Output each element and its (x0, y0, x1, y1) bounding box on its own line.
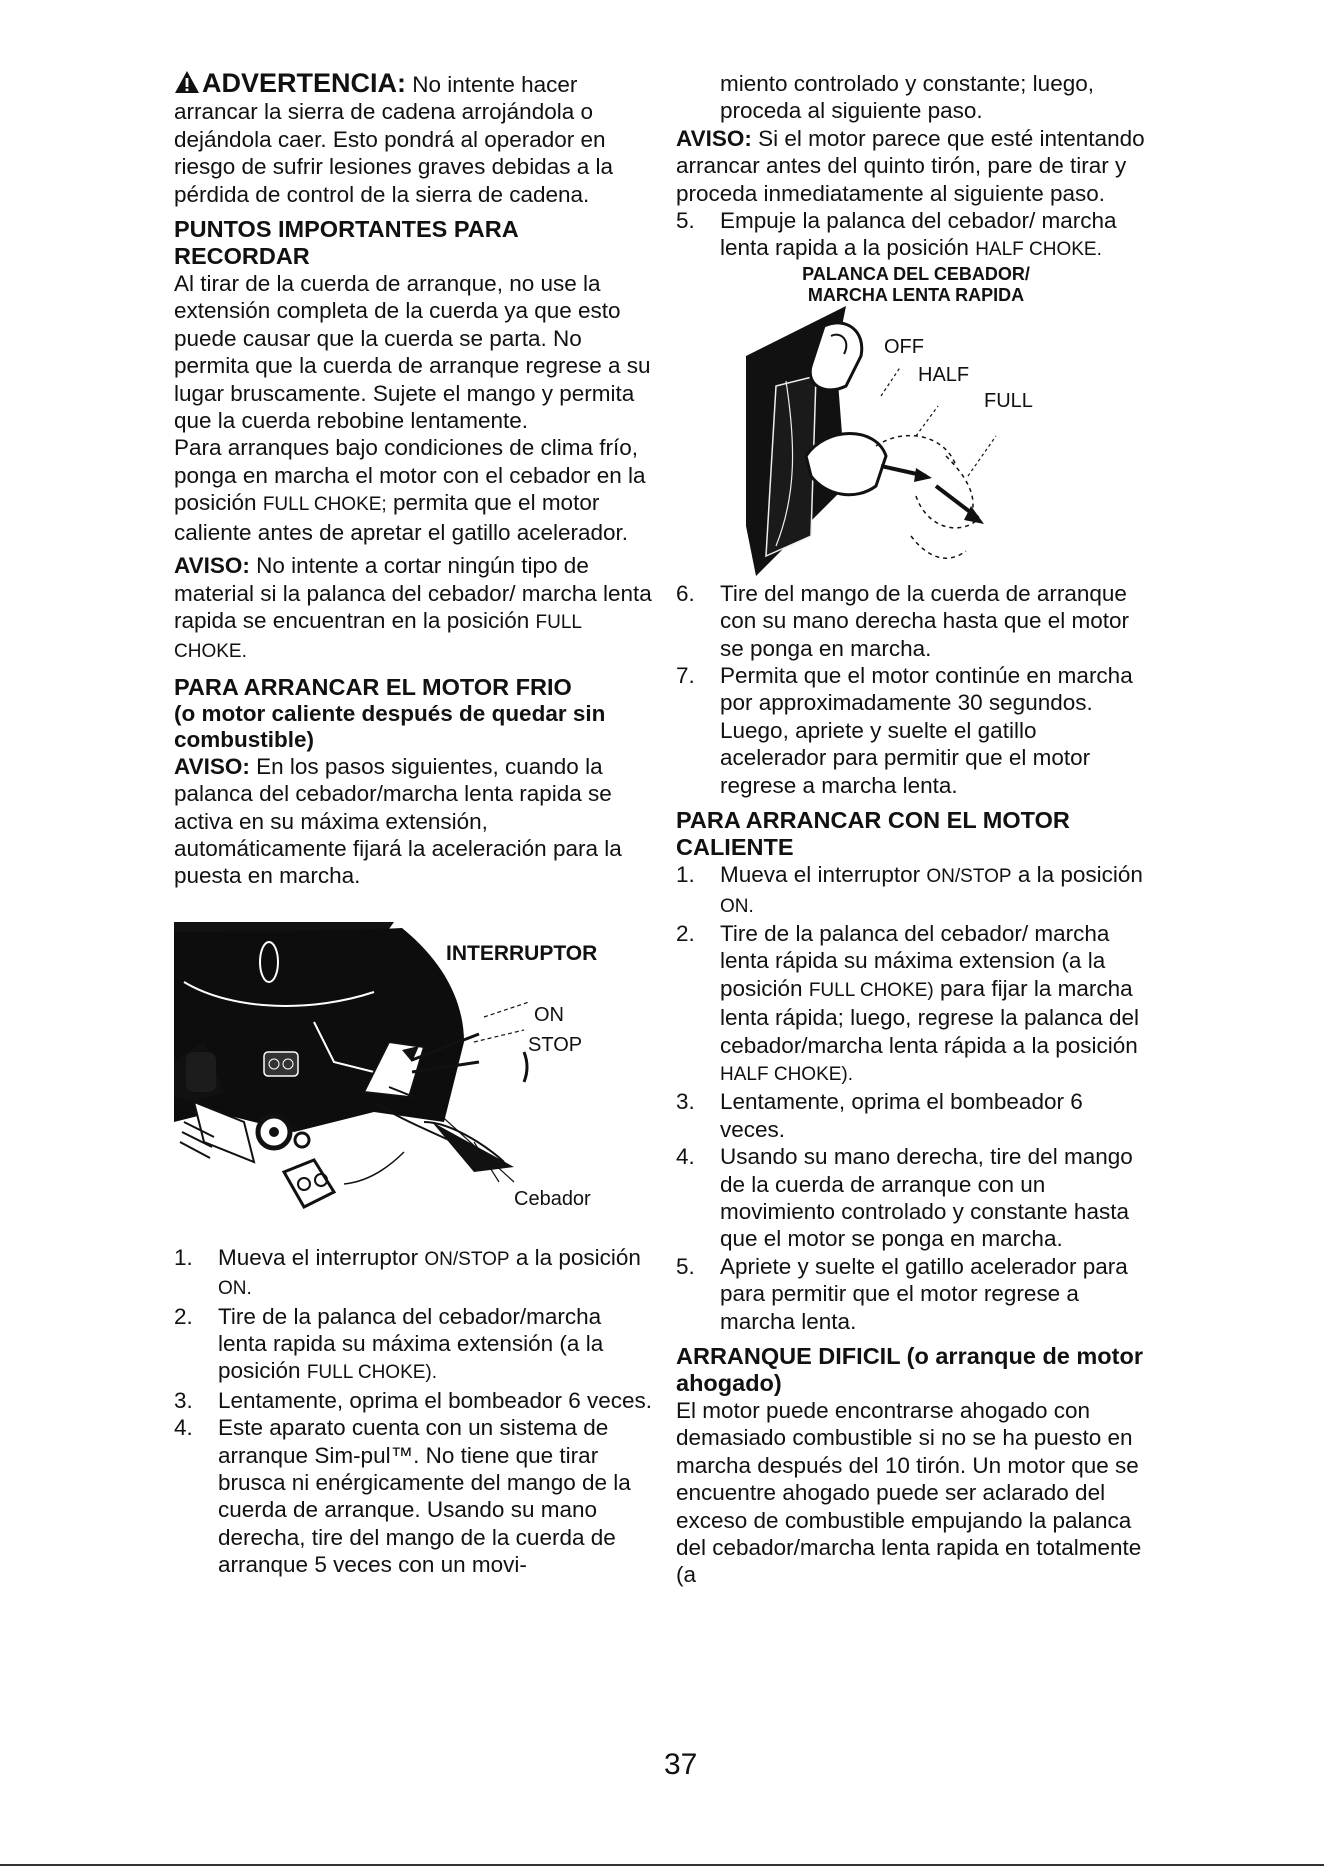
steps-6-7 (676, 580, 1146, 799)
section-title-arranque-dificil: ARRANQUE DIFICIL (o arranque de motor ahogado) (676, 1343, 1143, 1396)
section-subtitle-motor-frio: (o motor caliente después de quedar sin combustible) (174, 700, 606, 752)
list-item (676, 861, 1146, 920)
step-number: 2. (676, 920, 695, 946)
section-title-puntos: PUNTOS IMPORTANTES PARA RECORDAR (174, 216, 518, 270)
step-number: 3. (676, 1089, 695, 1115)
step-number: 7. (676, 663, 695, 689)
page-number: 37 (664, 1748, 698, 1781)
section1-paragraph-1: Al tirar de la cuerda de arranque, no use la extensión completa de la cuerda ya que esto puede causar que la cuerda se parta. No permita que la cuerda de arranque regrese a su lugar bruscamente. Sujete el mango y permita que la cuerda rebobine lentamente. (174, 271, 651, 434)
aviso-2 (174, 753, 654, 890)
step-text: Tire del mango de la cuerda de arranque con su mano derecha hasta que el motor se ponga en marcha. (720, 580, 1129, 661)
step-number: 5. (676, 1253, 695, 1279)
label-off: OFF (884, 335, 924, 358)
steps-warm-start (676, 861, 1146, 1335)
step-5-list (676, 207, 1146, 264)
step-number: 3. (174, 1387, 193, 1413)
list-item (676, 1253, 1146, 1335)
continued-text: miento controlado y constante; luego, proceda al siguiente paso. (720, 71, 1094, 124)
smallcaps-span: HALF CHOKE). (720, 1063, 854, 1085)
smallcaps-span: ON/STOP (926, 866, 1012, 888)
list-item (174, 1387, 654, 1414)
section4-paragraph: El motor puede encontrarse ahogado con demasiado combustible si no se ha puesto en marcha después del 10 tirón. Un motor que se encuentre ahogado puede ser aclarado del exceso de combustible empujando la palanca del cebador/marcha lenta rapida en totalmente (a (676, 1398, 1142, 1588)
label-full: FULL (984, 389, 1033, 412)
aviso-3 (676, 125, 1146, 207)
list-item (174, 1414, 654, 1578)
aviso-text: En los pasos siguientes, cuando la palanca del cebador/marcha lenta rapida se activa en su máxima extensión, automáticamente fijará la aceleración para la puesta en marcha. (174, 753, 622, 889)
step-text: Este aparato cuenta con un sistema de arranque Sim-pul™. No tiene que tirar brusca ni enérgicamente del mango de la cuerda de arranque. Usando su mano derecha, tire del mango de la cuerda de arranque 5 veces con un movi- (218, 1415, 631, 1578)
right-column (676, 70, 1146, 1589)
list-item (676, 662, 1146, 799)
step-text: Tire de la palanca del cebador/marcha lenta rapida su máxima extensión (a la posición (218, 1303, 604, 1384)
label-cebador: Cebador (514, 1187, 591, 1210)
step-number: 1. (174, 1244, 193, 1270)
aviso-text: Si el motor parece que esté intentando arrancar antes del quinto tirón, pare de tirar y proceda inmediatamente al siguiente paso. (676, 125, 1145, 206)
step-text: a la posición (515, 1244, 641, 1270)
choke-lever-illustration (716, 306, 1136, 576)
figure-interruptor (174, 922, 598, 1222)
list-item (676, 207, 1146, 264)
step-text: para fijar la marcha lenta rápida; luego, regrese la palanca del cebador/marcha lenta rápida a la posición (720, 975, 1140, 1058)
steps-cold-start (174, 1244, 654, 1579)
smallcaps-span: FULL CHOKE. (174, 611, 582, 663)
warning-text-b: hacer arrancar la sierra de cadena arrojándola o dejándola caer. Esto pondrá al operador en riesgo de sufrir lesiones graves debidas a la pérdida de control de la sierra de cadena. (174, 72, 613, 207)
step-text: Permita que el motor continúe en marcha por approximadamente 30 segundos. Luego, apriete y suelte el gatillo acelerador para permitir que el motor regrese a marcha lenta. (720, 663, 1133, 798)
label-interruptor: INTERRUPTOR (446, 941, 598, 965)
warning-paragraph (174, 70, 654, 208)
aviso-text: No intente a cortar ningún tipo de material si la palanca del cebador/ marcha lenta rapida se encuentran en la posición (174, 553, 652, 633)
list-item (676, 1088, 1146, 1143)
label-stop: STOP (528, 1033, 583, 1056)
step-text: Mueva el interruptor (218, 1244, 419, 1270)
step-text: Empuje la palanca del cebador/ marcha lenta rapida a la posición (720, 208, 1117, 261)
left-column (174, 70, 654, 1579)
aviso-label: AVISO: (676, 125, 752, 151)
warning-text-a: No intente (412, 72, 515, 97)
bottom-rule (0, 1864, 1324, 1866)
step-text: a la posición (1017, 862, 1143, 888)
warning-triangle-icon (174, 70, 200, 94)
warning-title: ADVERTENCIA: (202, 68, 407, 98)
step-number: 5. (676, 208, 695, 234)
step-text: Apriete y suelte el gatillo acelerador para para permitir que el motor regrese a marcha lenta. (720, 1253, 1128, 1334)
smallcaps-span: ON. (720, 895, 754, 917)
section1-paragraph-2 (174, 434, 654, 546)
figure-palanca (716, 306, 1136, 576)
aviso-label: AVISO: (174, 553, 250, 579)
section-title-motor-caliente: PARA ARRANCAR CON EL MOTOR CALIENTE (676, 807, 1070, 861)
label-half: HALF (918, 363, 970, 386)
section-title-motor-frio: PARA ARRANCAR EL MOTOR FRIO (174, 673, 572, 700)
step-number: 4. (174, 1415, 193, 1441)
list-item (676, 920, 1146, 1088)
smallcaps-span: ON/STOP (424, 1248, 510, 1270)
figure-caption-palanca: PALANCA DEL CEBADOR/ MARCHA LENTA RAPIDA (802, 263, 1030, 305)
smallcaps-span: FULL CHOKE; (262, 494, 387, 516)
step-text: Lentamente, oprima el bombeador 6 veces. (218, 1387, 653, 1413)
list-item (174, 1303, 654, 1387)
text-span: permita que el motor caliente antes de apretar el gatillo acelerador. (174, 490, 629, 545)
smallcaps-span: HALF CHOKE. (975, 239, 1102, 261)
step-number: 4. (676, 1144, 695, 1170)
aviso-1 (174, 552, 654, 666)
step-text: Mueva el interruptor (720, 862, 921, 888)
smallcaps-span: FULL CHOKE) (808, 979, 934, 1001)
step-text: Usando su mano derecha, tire del mango de la cuerda de arranque con un movimiento controlado y constante hasta que el motor se ponga en marcha. (720, 1144, 1133, 1252)
step-text: Lentamente, oprima el bombeador 6 veces. (720, 1089, 1083, 1142)
smallcaps-span: FULL CHOKE). (306, 1362, 438, 1384)
text-span: Para arranques bajo condiciones de clima frío, ponga en marcha el motor con el cebador en la posición (174, 435, 646, 516)
list-item (676, 580, 1146, 662)
list-item (174, 1244, 654, 1303)
aviso-label: AVISO: (174, 753, 250, 779)
step-number: 1. (676, 862, 695, 888)
step-text: Tire de la palanca del cebador/ marcha lenta rápida su máxima extension (a la posición (720, 920, 1110, 1001)
label-on: ON (534, 1003, 564, 1026)
smallcaps-span: ON. (218, 1278, 252, 1300)
step-number: 2. (174, 1303, 193, 1329)
step-number: 6. (676, 580, 695, 606)
list-item (676, 1143, 1146, 1253)
